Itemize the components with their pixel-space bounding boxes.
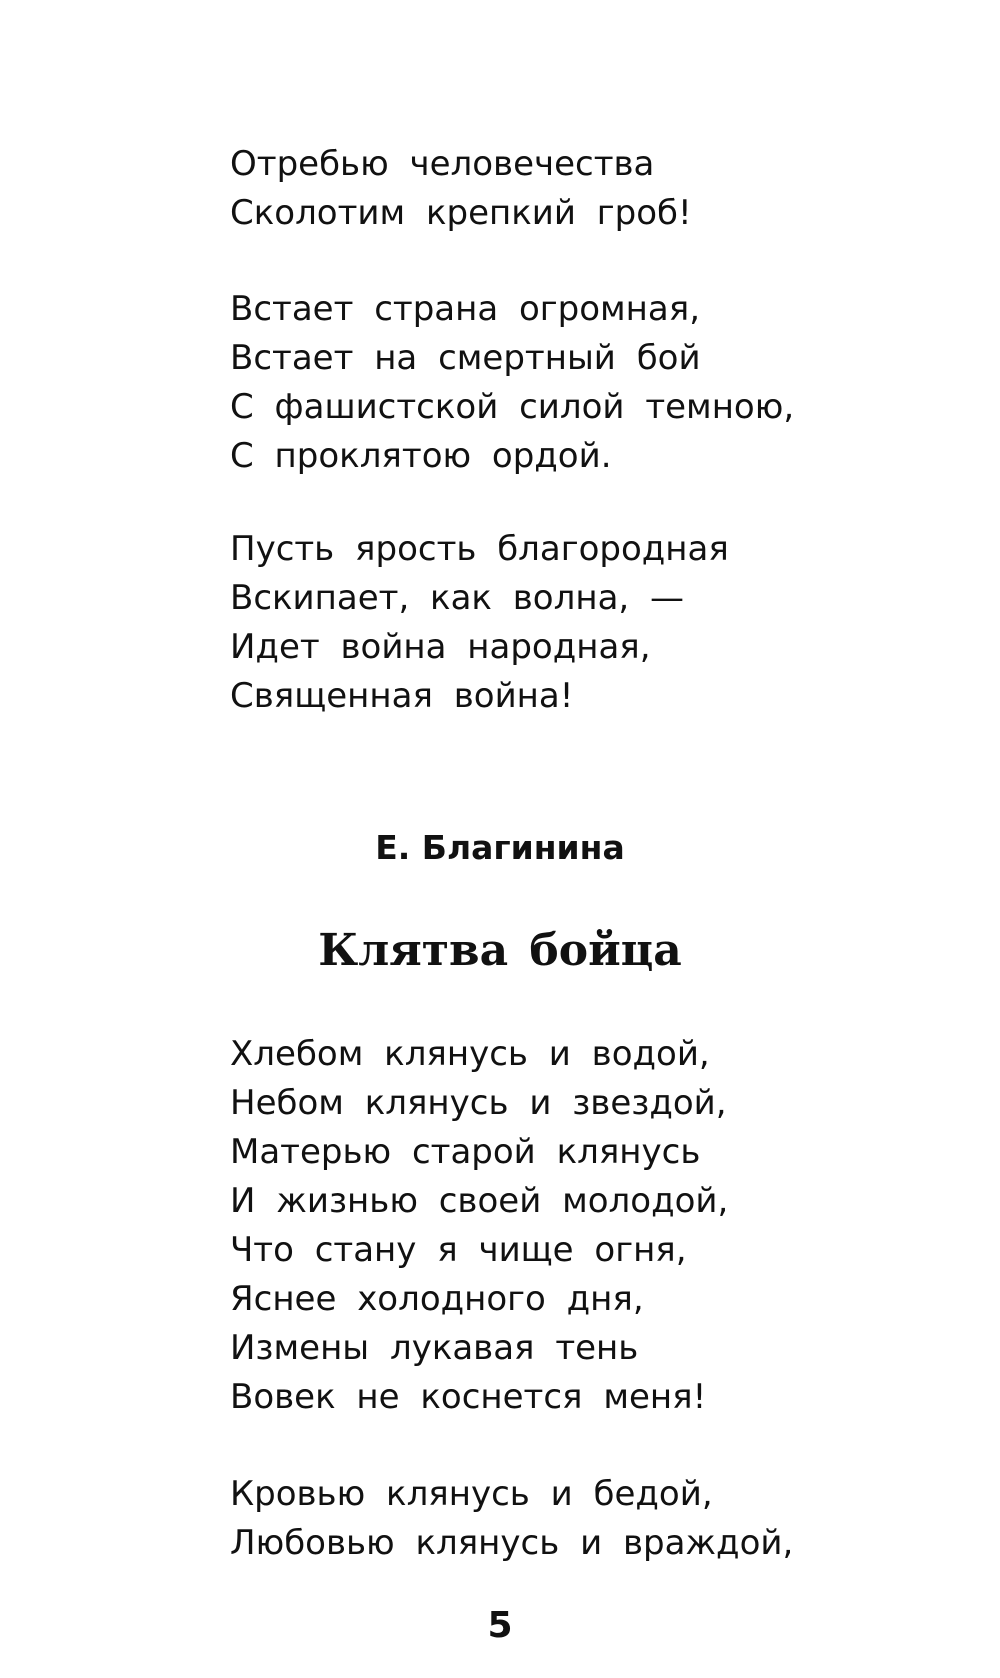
- poem-title: Клятва бойца: [318, 925, 682, 976]
- poem-line: Хлебом клянусь и водой,: [230, 1034, 710, 1074]
- poem-line: Идет война народная,: [230, 627, 651, 667]
- poem-line: Яснее холодного дня,: [230, 1279, 644, 1319]
- poem-line: Любовью клянусь и враждой,: [230, 1523, 794, 1563]
- page-number: 5: [487, 1605, 513, 1646]
- poem-line: Вовек не коснется меня!: [230, 1377, 707, 1417]
- poem-line: Отребью человечества: [230, 144, 655, 184]
- poem-line: Встает на смертный бой: [230, 338, 701, 378]
- poem-author: Е. Благинина: [375, 828, 625, 867]
- stanza-1: [230, 140, 890, 238]
- poem-line: Священная война!: [230, 676, 574, 716]
- poem-line: Измены лукавая тень: [230, 1328, 639, 1368]
- poem-line: Сколотим крепкий гроб!: [230, 193, 692, 233]
- poem-line: Что стану я чище огня,: [230, 1230, 687, 1270]
- poem-line: И жизнью своей молодой,: [230, 1181, 729, 1221]
- stanza-5: [230, 1470, 890, 1568]
- poem-line: С фашистской силой темною,: [230, 387, 795, 427]
- stanza-4: [230, 1030, 890, 1422]
- poem-line: Пусть ярость благородная: [230, 529, 729, 569]
- poem-line: Встает страна огромная,: [230, 289, 701, 329]
- poem-line: Кровью клянусь и бедой,: [230, 1474, 713, 1514]
- poem-line: Вскипает, как волна, —: [230, 578, 685, 618]
- poem-line: Небом клянусь и звездой,: [230, 1083, 727, 1123]
- poem-line: Матерью старой клянусь: [230, 1132, 701, 1172]
- poem-line: С проклятою ордой.: [230, 436, 612, 476]
- stanza-3: [230, 525, 890, 721]
- stanza-2: [230, 285, 890, 481]
